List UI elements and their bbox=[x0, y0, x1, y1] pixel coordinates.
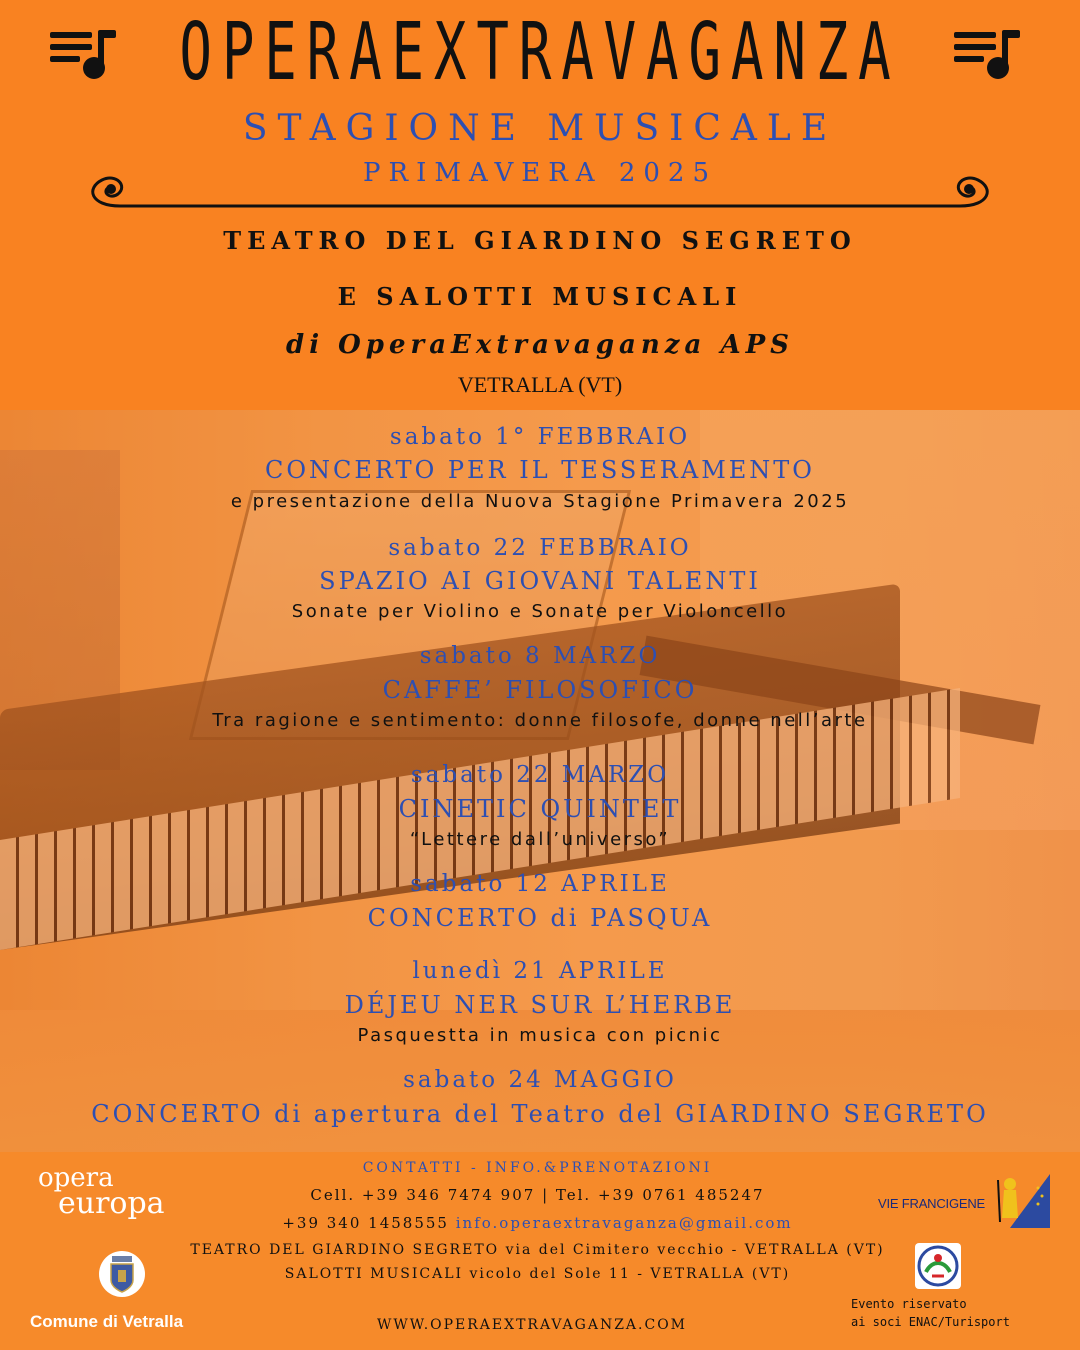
event-title: CINETIC QUINTET bbox=[398, 795, 682, 823]
event-date: sabato 22 MARZO bbox=[410, 762, 670, 788]
email-link[interactable]: info.operaextravaganza@gmail.com bbox=[455, 1214, 793, 1232]
event-title: SPAZIO AI GIOVANI TALENTI bbox=[319, 567, 761, 595]
address-salotti: SALOTTI MUSICALI vicolo del Sole 11 - VETRALLA (VT) bbox=[284, 1266, 791, 1282]
venue-line-2: E SALOTTI MUSICALI bbox=[337, 282, 743, 311]
city-label: VETRALLA (VT) bbox=[457, 372, 623, 397]
event-date: sabato 24 MAGGIO bbox=[403, 1067, 677, 1093]
event-title: CONCERTO di apertura del Teatro del GIARDINO SEGRETO bbox=[91, 1100, 989, 1128]
mobile-number: +39 340 1458555 bbox=[282, 1214, 449, 1232]
event-subtitle: e presentazione della Nuova Stagione Primavera 2025 bbox=[230, 491, 850, 512]
opera-europa-logo: opera europa bbox=[38, 1163, 165, 1221]
poster-title: OPERAEXTRAVAGANZA bbox=[179, 6, 901, 99]
event-date: sabato 22 FEBBRAIO bbox=[388, 535, 692, 561]
comune-label: Comune di Vetralla bbox=[30, 1312, 184, 1331]
event-title: CONCERTO PER IL TESSERAMENTO bbox=[265, 456, 815, 484]
address-theatre: TEATRO DEL GIARDINO SEGRETO via del Cimitero vecchio - VETRALLA (VT) bbox=[190, 1242, 885, 1258]
event-title: CONCERTO di PASQUA bbox=[367, 904, 713, 932]
event-date: sabato 1° FEBBRAIO bbox=[389, 424, 691, 450]
event-subtitle: “Lettere dall’universo” bbox=[409, 829, 671, 850]
event-date: sabato 8 MARZO bbox=[419, 643, 661, 669]
season-heading: STAGIONE MUSICALE bbox=[242, 108, 838, 149]
event-date: lunedì 21 APRILE bbox=[412, 958, 668, 984]
contacts-heading: CONTATTI - INFO.&PRENOTAZIONI bbox=[362, 1160, 713, 1176]
event-subtitle: Sonate per Violino e Sonate per Violoncello bbox=[291, 601, 789, 622]
venue-line-1: TEATRO DEL GIARDINO SEGRETO bbox=[223, 226, 857, 255]
enac-note: Evento riservato ai soci ENAC/Turisport bbox=[851, 1297, 1010, 1329]
phone-numbers: Cell. +39 346 7474 907 | Tel. +39 0761 485247 bbox=[310, 1186, 765, 1204]
event-date: sabato 12 APRILE bbox=[410, 871, 670, 897]
period-heading: PRIMAVERA 2025 bbox=[363, 158, 717, 188]
event-title: CAFFE’ FILOSOFICO bbox=[382, 676, 698, 704]
event-title: DÉJEU NER SUR L’HERBE bbox=[344, 991, 736, 1019]
vie-francigene-logo: VIE FRANCIGENE bbox=[878, 1174, 1050, 1228]
website-link[interactable]: WWW.OPERAEXTRAVAGANZA.COM bbox=[376, 1317, 688, 1333]
comune-crest-icon bbox=[98, 1250, 146, 1298]
event-subtitle: Tra ragione e sentimento: donne filosofe, donne nell’arte bbox=[212, 710, 868, 731]
scroll-ornament-divider bbox=[80, 168, 1000, 214]
pilgrim-icon bbox=[988, 1174, 1050, 1228]
organizer-line: di OperaExtravaganza APS bbox=[286, 330, 794, 360]
event-subtitle: Pasquestta in musica con picnic bbox=[357, 1025, 723, 1046]
enac-logo-icon bbox=[914, 1242, 962, 1290]
